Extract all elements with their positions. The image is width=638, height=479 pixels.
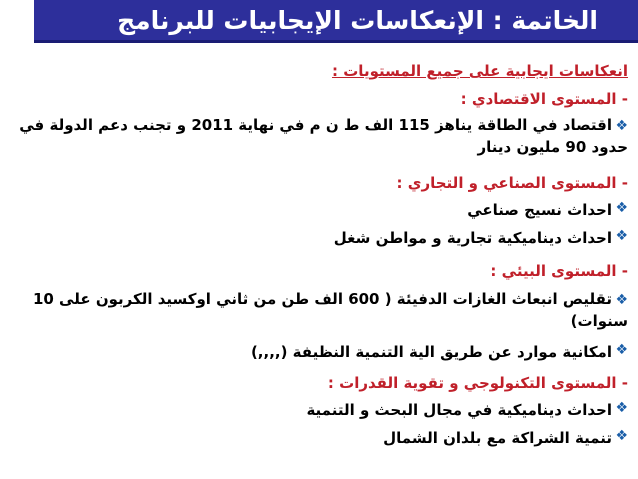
section-heading-environment: - المستوى البيئي :: [490, 262, 628, 280]
section-heading-industrial: - المستوى الصناعي و التجاري :: [396, 174, 628, 192]
diamond-bullet-icon: [616, 293, 628, 305]
list-item: [467, 201, 628, 219]
diamond-bullet-icon: [616, 232, 628, 244]
diamond-bullet-icon: [616, 204, 628, 216]
list-item: [306, 401, 628, 419]
list-item-text: احداث ديناميكية تجارية و مواطن شغل: [333, 229, 612, 247]
list-item: [383, 429, 628, 447]
list-item-text: تنمية الشراكة مع بلدان الشمال: [383, 429, 612, 447]
list-item: [334, 229, 628, 247]
title-bar: [34, 0, 638, 43]
diamond-bullet-icon: [616, 119, 628, 131]
list-item-text: امكانية موارد عن طريق الية التنمية النظيفة (,,,,): [250, 343, 612, 361]
intro-heading: انعكاسات ايجابية على جميع المستويات :: [332, 62, 628, 80]
list-item-text: احداث نسيج صناعي: [467, 201, 612, 219]
list-item: [251, 343, 628, 361]
list-item: [8, 114, 628, 158]
section-heading-economic: - المستوى الاقتصادي :: [460, 90, 628, 108]
list-item-text: احداث ديناميكية في مجال البحث و التنمية: [306, 401, 612, 419]
slide-title: الخاتمة : الإنعكاسات الإيجابيات للبرنامج: [117, 6, 598, 35]
diamond-bullet-icon: [616, 346, 628, 358]
list-item-text: تقليص انبعاث الغازات الدفيئة ( 600 الف طن من ثاني اوكسيد الكربون على 10 سنوات): [32, 290, 628, 330]
diamond-bullet-icon: [616, 404, 628, 416]
list-item: [8, 288, 628, 332]
diamond-bullet-icon: [616, 432, 628, 444]
list-item-text: اقتصاد في الطاقة يناهز 115 الف ط ن م في نهاية 2011 و تجنب دعم الدولة في حدود 90 مليون دينار: [19, 116, 628, 156]
section-heading-technology: - المستوى التكنولوجي و تقوية القدرات :: [327, 374, 628, 392]
